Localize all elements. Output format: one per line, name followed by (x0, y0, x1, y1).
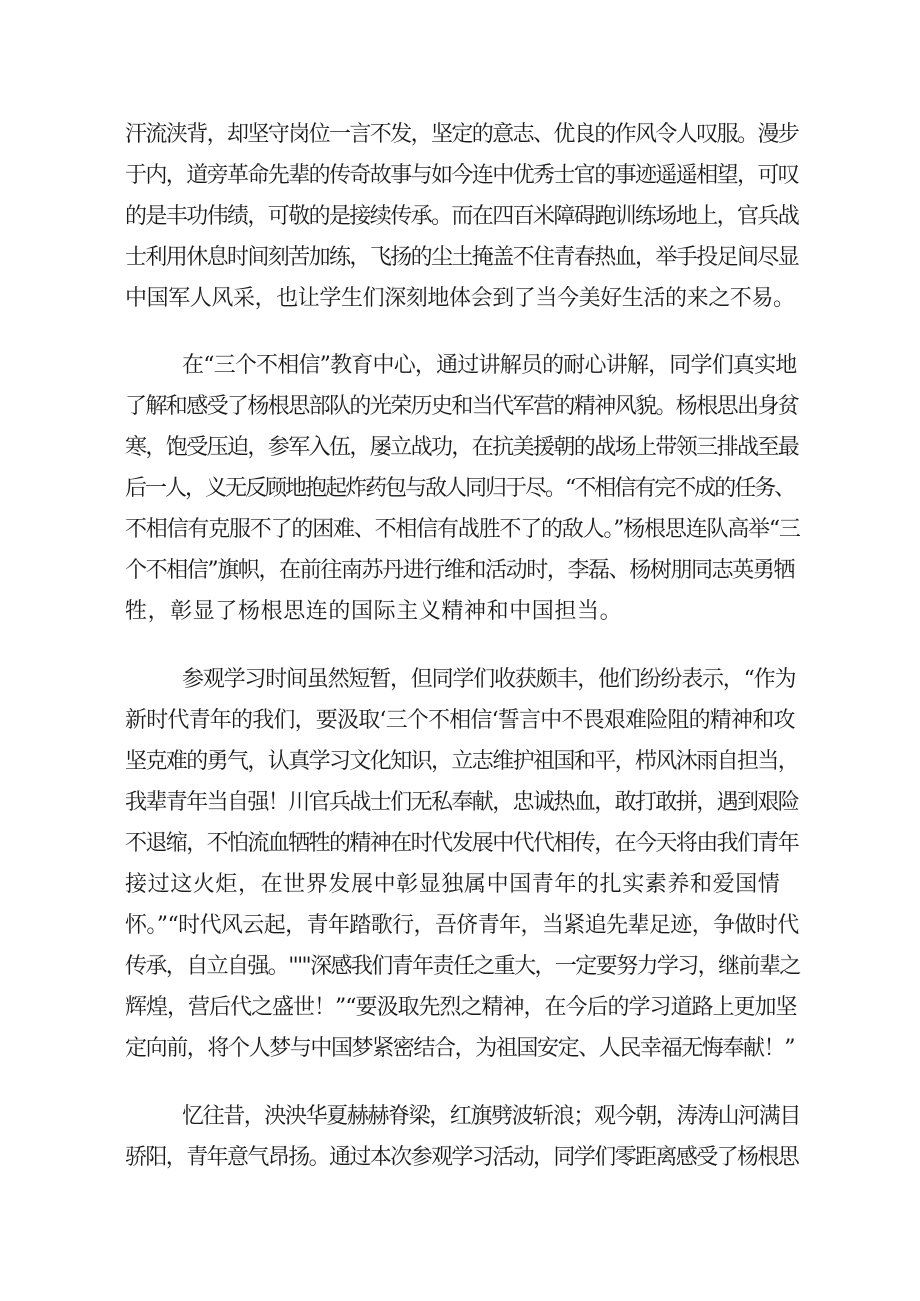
paragraph-2-line-1: 在“三个不相信”教育中心，通过讲解员的耐心讲解，同学们真实地 (182, 353, 797, 378)
paragraph-4-line-1: 忆往昔，泱泱华夏赫赫脊梁，红旗劈波斩浪；观今朝，涛涛山河满目 (182, 1104, 801, 1129)
paragraph-3-line-2: 新时代青年的我们，要汲取‘三个不相信‘誓言中不畏艰难险阻的精神和攻 (125, 708, 795, 733)
paragraph-3-line-5: 不退缩，不怕流血牺牲的精神在时代发展中代代相传，在今天将由我们青年 (125, 831, 799, 856)
paragraph-3-line-8: 传承，自立自强。'''"深感我们青年责任之重大，一定要努力学习，继前辈之 (125, 954, 800, 979)
paragraph-1-line-1: 汗流浃背，却坚守岗位一言不发，坚定的意志、优良的作风令人叹服。漫步 (125, 122, 799, 147)
paragraph-2-line-7: 牲，彰显了杨根思连的国际主义精神和中国担当。 (125, 599, 623, 624)
paragraph-2-line-2: 了解和感受了杨根思部队的光荣历史和当代军营的精神风貌。杨根思出身贫 (125, 394, 799, 419)
paragraph-3-line-10: 定向前，将个人梦与中国梦紧密结合，为祖国安定、人民幸福无悔奉献！” (125, 1036, 795, 1061)
paragraph-3-line-7: 怀。”“时代风云起，青年踏歌行，吾侪青年，当紧追先辈足迹，争做时代 (125, 913, 799, 938)
paragraph-1-line-3: 的是丰功伟绩，可敬的是接续传承。而在四百米障碍跑训练场地上，官兵战 (125, 204, 799, 229)
paragraph-2-line-5: 不相信有克服不了的困难、不相信有战胜不了的敌人。”杨根思连队高举“三 (125, 517, 800, 542)
paragraph-1-line-2: 于内，道旁革命先辈的传奇故事与如今连中优秀士官的事迹遥遥相望，可叹 (125, 163, 799, 188)
paragraph-3-line-1: 参观学习时间虽然短暂，但同学们收获颇丰，他们纷纷表示，“作为 (182, 667, 796, 692)
paragraph-2-line-4: 后一人，义无反顾地抱起炸药包与敌人同归于尽。“不相信有完不成的任务、 (125, 476, 795, 501)
paragraph-3-line-9: 辉煌，营后代之盛世！”“要汲取先烈之精神，在今后的学习道路上更加坚 (125, 995, 797, 1020)
paragraph-1-line-5: 中国军人风采，也让学生们深刻地体会到了当今美好生活的来之不易。 (125, 286, 795, 311)
paragraph-3-line-4: 我辈青年当自强！川官兵战士们无私奉献，忠诚热血，敢打敢拼，遇到艰险 (125, 790, 799, 815)
paragraph-4-line-2: 骄阳，青年意气昂扬。通过本次参观学习活动，同学们零距离感受了杨根思 (125, 1145, 799, 1170)
paragraph-3-line-6: 接过这火炬，在世界发展中彰显独属中国青年的扎实素养和爱国情 (125, 872, 781, 897)
paragraph-3-line-3: 坚克难的勇气，认真学习文化知识，立志维护祖国和平，栉风沐雨自担当， (125, 749, 799, 774)
paragraph-2-line-6: 个不相信”旗帜，在前往南苏丹进行维和活动时，李磊、杨树朋同志英勇牺 (125, 558, 795, 583)
paragraph-2-line-3: 寒，饱受压迫，参军入伍，屡立战功，在抗美援朝的战场上带领三排战至最 (125, 435, 799, 460)
paragraph-1-line-4: 士利用休息时间刻苦加练，飞扬的尘土掩盖不住青春热血，举手投足间尽显 (125, 245, 799, 270)
